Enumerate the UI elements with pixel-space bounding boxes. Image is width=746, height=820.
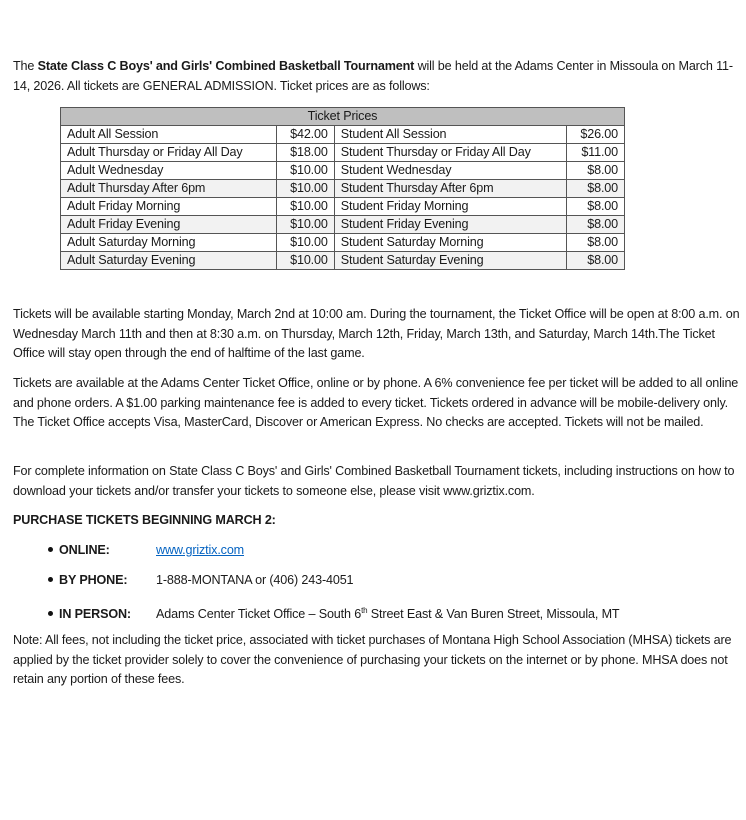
intro-paragraph xyxy=(13,57,741,96)
student-ticket-type: Student Wednesday xyxy=(334,162,566,180)
adult-ticket-type: Adult All Session xyxy=(61,126,277,144)
adult-ticket-type: Adult Friday Morning xyxy=(61,198,277,216)
student-price: $8.00 xyxy=(567,180,625,198)
table-row xyxy=(61,180,625,198)
online-label: ONLINE: xyxy=(59,543,110,557)
student-price: $8.00 xyxy=(567,216,625,234)
in-person-value: Adams Center Ticket Office – South 6th Street East & Van Buren Street, Missoula, MT xyxy=(156,606,620,622)
in-person-label: IN PERSON: xyxy=(59,607,131,622)
adult-price: $10.00 xyxy=(276,162,334,180)
tournament-name: State Class C Boys' and Girls' Combined Basketball Tournament xyxy=(37,59,415,73)
student-price: $8.00 xyxy=(567,252,625,270)
adult-ticket-type: Adult Thursday or Friday All Day xyxy=(61,144,277,162)
student-price: $26.00 xyxy=(567,126,625,144)
intro-text: will be held at the Adams Center in Missoula on March 11-14, 2026. All tickets are GENERAL ADMISSION. Ticket prices are as follows: xyxy=(13,59,733,93)
bullet-icon xyxy=(48,547,53,552)
adult-ticket-type: Adult Saturday Morning xyxy=(61,234,277,252)
student-ticket-type: Student Saturday Evening xyxy=(334,252,566,270)
phone-label: BY PHONE: xyxy=(59,573,128,587)
note-paragraph: Note: All fees, not including the ticket price, associated with ticket purchases of Montana High School Association (MHSA) tickets are applied by the ticket provider solely to cover the convenience of purchasing your tickets on the internet or by phone. MHSA does not retain any portion of these fees. xyxy=(13,633,732,687)
adult-price: $10.00 xyxy=(276,198,334,216)
table-row xyxy=(61,198,625,216)
bullet-icon xyxy=(48,611,53,616)
student-ticket-type: Student Friday Morning xyxy=(334,198,566,216)
table-row xyxy=(61,162,625,180)
bullet-icon xyxy=(48,577,53,582)
table-row xyxy=(61,234,625,252)
griztix-link[interactable]: www.griztix.com xyxy=(156,543,245,557)
fees-paragraph: Tickets are available at the Adams Center Ticket Office, online or by phone. A 6% convenience fee per ticket will be added to all online and phone orders. A $1.00 parking maintenance fee is added to every ticket. Tickets ordered in advance will be mobile-delivery only. The Ticket Office accepts Visa, MasterCard, Discover or American Express. No checks are accepted. Tickets will not be mailed. xyxy=(13,376,739,430)
adult-ticket-type: Adult Friday Evening xyxy=(61,216,277,234)
table-row xyxy=(61,144,625,162)
adult-ticket-type: Adult Saturday Evening xyxy=(61,252,277,270)
adult-price: $10.00 xyxy=(276,234,334,252)
bullet-online xyxy=(48,541,244,560)
adult-price: $10.00 xyxy=(276,180,334,198)
adult-price: $10.00 xyxy=(276,252,334,270)
student-price: $8.00 xyxy=(567,162,625,180)
student-ticket-type: Student Saturday Morning xyxy=(334,234,566,252)
student-price: $11.00 xyxy=(567,144,625,162)
student-price: $8.00 xyxy=(567,234,625,252)
bullet-in-person xyxy=(48,601,619,624)
table-row xyxy=(61,252,625,270)
bullet-phone xyxy=(48,571,353,590)
student-ticket-type: Student Thursday After 6pm xyxy=(334,180,566,198)
adult-ticket-type: Adult Thursday After 6pm xyxy=(61,180,277,198)
availability-paragraph: Tickets will be available starting Monday, March 2nd at 10:00 am. During the tournament, the Ticket Office will be open at 8:00 a.m. on Wednesday March 11th and then at 8:30 a.m. on Thursday, March 12th, Friday, March 13th, and Saturday, March 14th.The Ticket Office will stay open through the end of halftime of the last game. xyxy=(13,307,740,361)
table-row xyxy=(61,126,625,144)
adult-ticket-type: Adult Wednesday xyxy=(61,162,277,180)
adult-price: $42.00 xyxy=(276,126,334,144)
table-row xyxy=(61,216,625,234)
ticket-prices-table xyxy=(60,107,625,270)
student-ticket-type: Student All Session xyxy=(334,126,566,144)
purchase-heading: PURCHASE TICKETS BEGINNING MARCH 2: xyxy=(13,513,276,527)
phone-value: 1-888-MONTANA or (406) 243-4051 xyxy=(156,573,354,587)
adult-price: $18.00 xyxy=(276,144,334,162)
adult-price: $10.00 xyxy=(276,216,334,234)
table-title: Ticket Prices xyxy=(61,108,625,126)
student-ticket-type: Student Friday Evening xyxy=(334,216,566,234)
student-price: $8.00 xyxy=(567,198,625,216)
student-ticket-type: Student Thursday or Friday All Day xyxy=(334,144,566,162)
intro-text: The xyxy=(13,59,38,73)
info-paragraph: For complete information on State Class C Boys' and Girls' Combined Basketball Tournament tickets, including instructions on how to download your tickets and/or transfer your tickets to someone else, please visit www.griztix.com. xyxy=(13,464,735,498)
